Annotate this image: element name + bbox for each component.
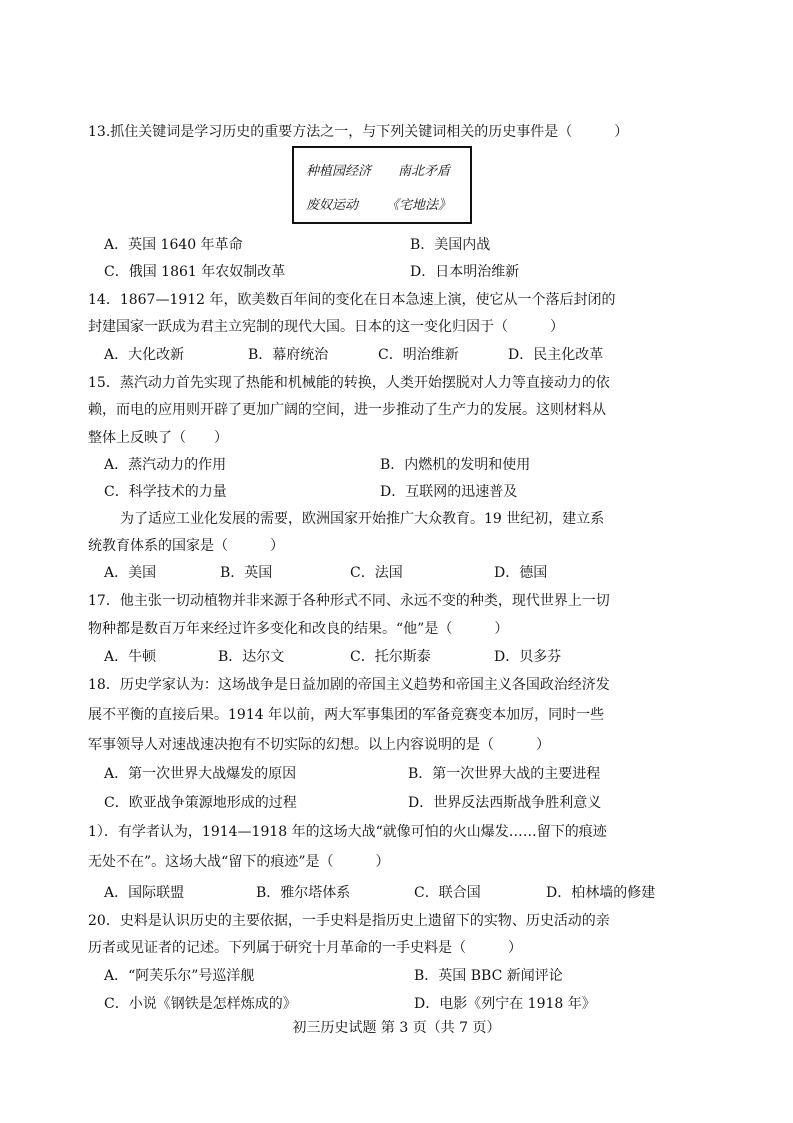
option-d: D．互联网的迅速普及 <box>380 484 518 500</box>
option-c: C．明治维新 <box>378 347 459 363</box>
option-c: C．法国 <box>350 565 403 581</box>
question-15-stem: 15．蒸汽动力首先实现了热能和机械能的转换，人类开始摆脱对人力等直接动力的依 <box>88 375 610 391</box>
keyword: 种植园经济 <box>306 164 372 179</box>
option-b: B．幕府统治 <box>248 347 329 363</box>
question-14-stem: 14．1867—1912 年，欧美数百年间的变化在日本急速上演，使它从一个落后封闭的 <box>88 292 616 308</box>
option-b: B．第一次世界大战的主要进程 <box>408 766 601 782</box>
keyword: 废奴运动 <box>306 198 359 213</box>
option-c: C．科学技术的力量 <box>104 484 227 500</box>
question-19-stem: 无处不在”。这场大战“留下的痕迹”是（ ） <box>88 854 390 870</box>
option-c: C．欧亚战争策源地形成的过程 <box>104 795 297 811</box>
option-a: A．英国 1640 年革命 <box>104 237 243 253</box>
option-d: D．日本明治维新 <box>410 264 520 280</box>
option-c: C．小说《钢铁是怎样炼成的》 <box>104 996 297 1012</box>
option-a: A．蒸汽动力的作用 <box>104 457 227 473</box>
question-16-stem: 统教育体系的国家是（ ） <box>88 538 284 554</box>
option-d: D．柏林墙的修建 <box>546 885 656 901</box>
option-b: B．雅尔塔体系 <box>256 885 351 901</box>
option-c: C．俄国 1861 年农奴制改革 <box>104 264 286 280</box>
question-15-stem: 整体上反映了（ ） <box>88 430 228 446</box>
question-18-stem: 军事领导人对速战速决抱有不切实际的幻想。以上内容说明的是（ ） <box>88 737 550 753</box>
option-a: A．美国 <box>104 565 157 581</box>
keyword: 《宅地法》 <box>386 198 452 213</box>
question-18-stem: 18．历史学家认为：这场战争是日益加剧的帝国主义趋势和帝国主义各国政治经济发 <box>88 677 610 693</box>
option-a: A．“阿芙乐尔”号巡洋舰 <box>104 968 255 984</box>
keyword: 南北矛盾 <box>398 164 451 179</box>
option-b: B．达尔文 <box>218 649 285 665</box>
question-16-stem: 为了适应工业化发展的需要，欧洲国家开始推广大众教育。19 世纪初，建立系 <box>120 511 605 527</box>
question-15-stem: 赖，而电的应用则开辟了更加广阔的空间，进一步推动了生产力的发展。这则材料从 <box>88 402 606 418</box>
option-c: C．联合国 <box>414 885 481 901</box>
option-c: C．托尔斯泰 <box>350 649 431 665</box>
option-a: A．大化改新 <box>104 347 185 363</box>
option-b: B．内燃机的发明和使用 <box>380 457 531 473</box>
question-20-stem: 20．史料是认识历史的主要依据，一手史料是指历史上遗留下的实物、历史活动的亲 <box>88 913 610 929</box>
question-19-stem: 1）．有学者认为，1914—1918 年的这场大战“就像可怕的火山爆发……留下的痕迹 <box>88 824 607 840</box>
question-17-stem: 17．他主张一切动植物并非来源于各种形式不同、永远不变的种类，现代世界上一切 <box>88 593 610 609</box>
option-d: D．电影《列宁在 1918 年》 <box>414 996 596 1012</box>
keyword-box <box>292 146 472 224</box>
option-a: A．第一次世界大战爆发的原因 <box>104 766 297 782</box>
option-a: A．国际联盟 <box>104 885 185 901</box>
option-b: B．美国内战 <box>410 237 491 253</box>
question-20-stem: 历者或见证者的记述。下列属于研究十月革命的一手史料是（ ） <box>88 940 522 956</box>
question-18-stem: 展不平衡的直接后果。1914 年以前，两大军事集团的军备竞赛变本加厉，同时一些 <box>88 707 605 723</box>
option-d: D．民主化改革 <box>508 347 604 363</box>
option-b: B．英国 <box>220 565 273 581</box>
option-d: D．德国 <box>494 565 548 581</box>
option-b: B．英国 BBC 新闻评论 <box>414 968 563 984</box>
option-a: A．牛顿 <box>104 649 157 665</box>
question-14-stem: 封建国家一跃成为君主立宪制的现代大国。日本的这一变化归因于（ ） <box>88 319 564 335</box>
question-13-stem: 13.抓住关键词是学习历史的重要方法之一，与下列关键词相关的历史事件是（ ） <box>88 124 629 140</box>
option-d: D．贝多芬 <box>494 649 562 665</box>
question-17-stem: 物种都是数百万年来经过许多变化和改良的结果。“他”是（ ） <box>88 621 509 637</box>
page-footer: 初三历史试题 第 3 页（共 7 页） <box>292 1020 501 1036</box>
option-d: D．世界反法西斯战争胜利意义 <box>408 795 602 811</box>
